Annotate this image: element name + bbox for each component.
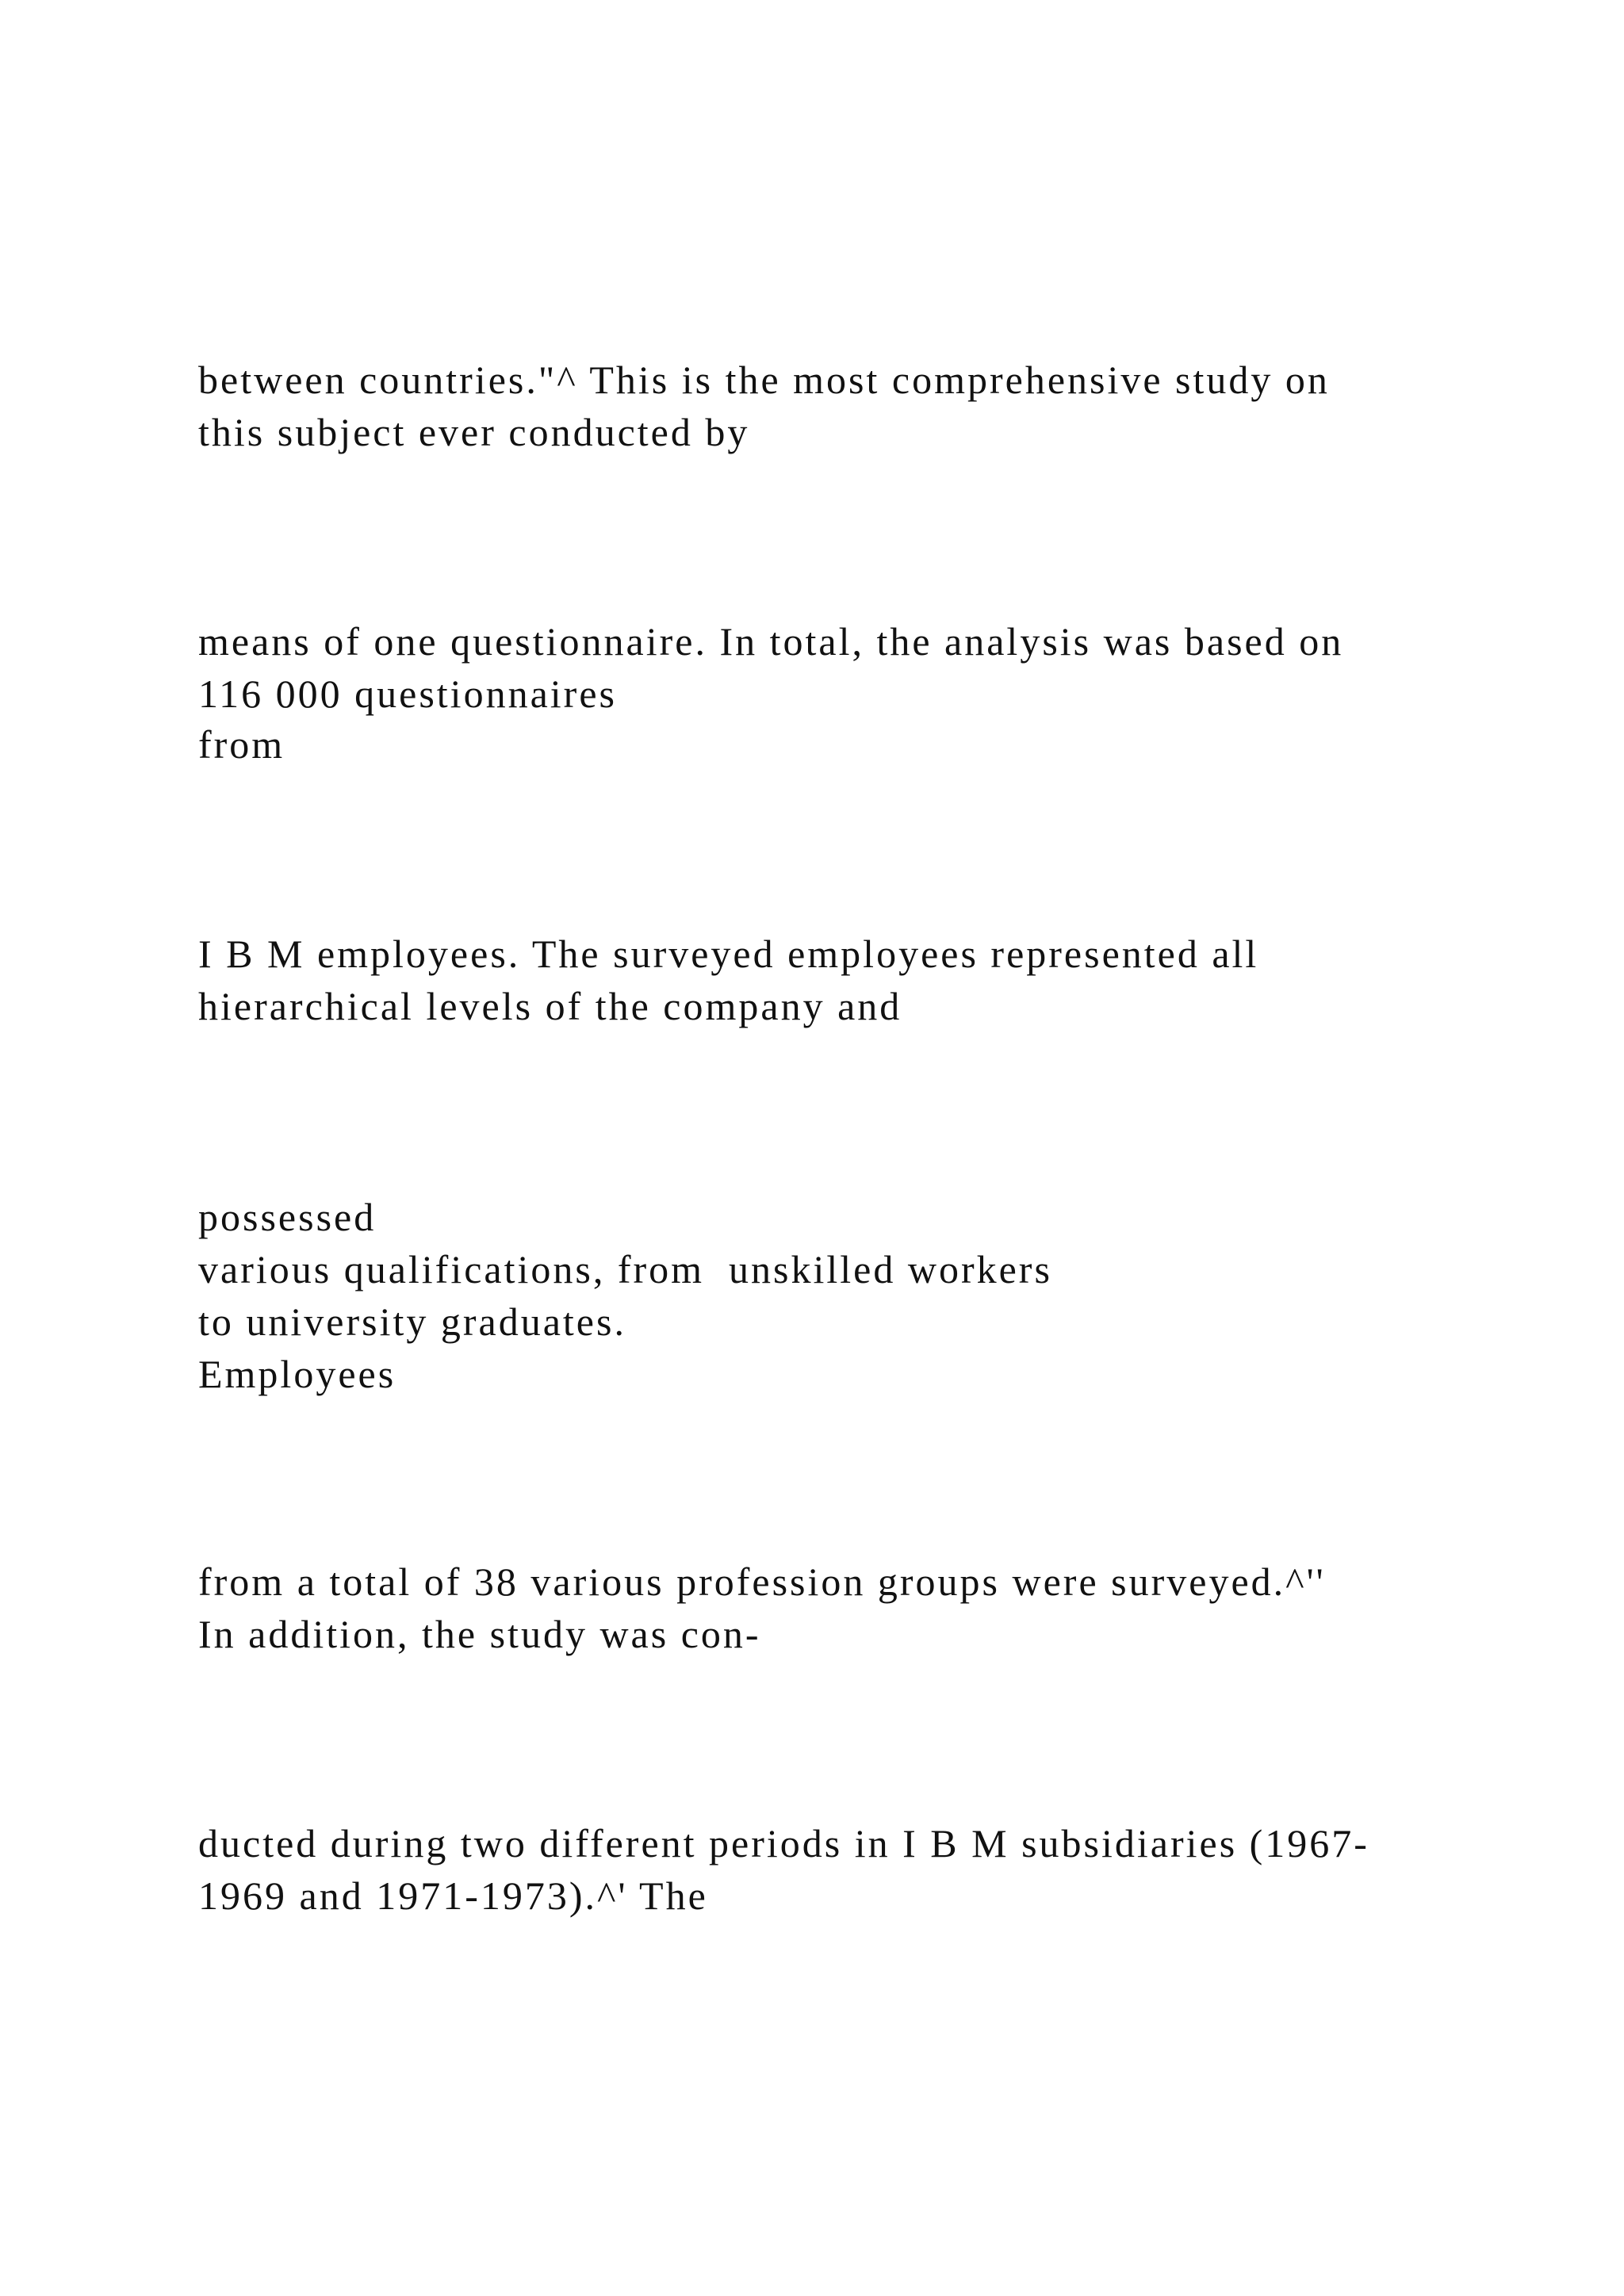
text-line: this subject ever conducted by	[198, 410, 750, 454]
text-line: possessed	[198, 1195, 377, 1239]
text-line: 1969 and 1971-1973).^' The	[198, 1873, 708, 1918]
text-line: various qualifications, from unskilled workers	[198, 1247, 1052, 1292]
text-line: to university graduates.	[198, 1299, 626, 1344]
text-line: I B M employees. The surveyed employees represented all	[198, 932, 1259, 976]
text-line: from a total of 38 various profession groups were surveyed.^''	[198, 1559, 1326, 1604]
text-line: hierarchical levels of the company and	[198, 984, 902, 1028]
text-line: between countries."^ This is the most comprehensive study on	[198, 358, 1330, 402]
text-line: Employees	[198, 1352, 396, 1396]
text-line: from	[198, 722, 285, 767]
text-line: 116 000 questionnaires	[198, 672, 617, 716]
text-line: In addition, the study was con-	[198, 1612, 761, 1656]
text-line: ducted during two different periods in I B M subsidiaries (1967-	[198, 1821, 1369, 1866]
text-line: means of one questionnaire. In total, the analysis was based on	[198, 619, 1344, 664]
